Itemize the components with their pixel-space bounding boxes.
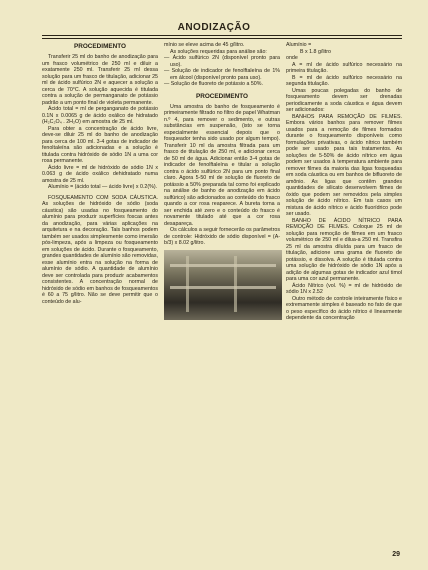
paragraph: mínio se eleve acima de 45 g/litro. xyxy=(164,42,245,48)
paragraph: Ácido Nítrico (vol. %) = ml de hidróxido de sódio 1N x 2.52 xyxy=(286,282,402,295)
photo-post xyxy=(186,256,189,312)
paragraph: Ácido total = ml de perganganato de potássio 0.1N x 0.0065 g de ácido oxálico de hidratado (H₂C₂O₄ . 2H₂O) em amostra de 25 ml. xyxy=(42,106,158,125)
paragraph: FOSQUEAMENTO COM SODA CÁUSTICA. As soluções de hidróxido de sódio (soda cáustica) são usadas no fosqueamento do alumínio para produzir superfícies foscas antes da anodização, para várias aplicações na arquitetura e na decoração. Tais banhos podem também ser usados simplesmente como imersão pós-limpeza, após a limpeza ou fosqueamento em soluções de ácido. Durante o fosqueamento, grandes quantidades de alumínio são removidas, esse alumínio entra na solução na forma de alumínio de sódio. A quantidade de alumínio deve ser controlada para produzir acabamentos consistentes. A concentração normal de hidróxido de sódio em banhos de fosqueamentos é 60 a 75 g/litro. Não se deve permitir que o conteúdo de alu- xyxy=(42,194,158,305)
section-title-procedimento-2: PROCEDIMENTO xyxy=(195,92,249,100)
column-1 xyxy=(42,42,158,305)
header-rule-bottom xyxy=(42,38,402,39)
paragraph: Os cálculos a seguir fornecerão os parâmetros de controle: Hidróxido de sódio disponível = (A- b/3) x 8.02 g/litro. xyxy=(164,227,280,246)
column-3 xyxy=(286,42,402,322)
list-item: — Solução de fluoreto de potássio a 50%. xyxy=(164,81,263,87)
header-rule-top xyxy=(42,35,402,36)
paragraph: Para obter a concentração de ácido livre, deve-se diluir 25 ml do banho de anodização para cerca de 100 ml. 3-4 gotas de indicador de fenoltaleína são adicionadas e a solução é titulada contra hidróxido de sódio 1N a uma cor rosa permanente. xyxy=(42,125,158,164)
paragraph: Transferir 25 ml do banho de anodização para um frasco volumétrico de 250 ml e diluir a exatamente 250 ml. Transferir 25 ml dessa solução para um frasco de titulação, adicionar 25 ml de ácido sulfúrico 2N e aquecer a solução a cerca de 70°C. A solução aquecida é titulada contra a solução de permanganato de potássio padrão a um ponto final de violeta permanente. xyxy=(42,54,158,106)
photo-post xyxy=(234,256,237,312)
paragraph: Outro método de controle inteiramente físico e extremamente simples é baseado no fato de que o peso específico do ácido nítrico é linearmente dependente da concentração xyxy=(286,295,402,321)
list-item: — Solução de indicador de fenolftaleína de 1% em álcool (disponível pronto para uso). xyxy=(164,68,280,81)
formula-line: B = ml de ácido sulfúrico necessário na segunda titulação. xyxy=(286,74,402,87)
paragraph: As soluções requeridas para análise são: xyxy=(170,48,267,55)
paragraph: Umas poucas polegadas do banho de fosqueamento devem ser drenadas periodicamente a soda cáustica e água devem ser adicionados: xyxy=(286,87,402,113)
paragraph: BANHOS PARA REMOÇÃO DE FILMES. Embora vários banhos para remover filmes usados para a remoção de filmes formados durante o fosqueamento disponíveis como formulações privativas, o ácido nítrico também pode ser usado para tais tratamentos. As soluções de 5-50% de ácido nítrico em água podem ser usados à temperatura ambiente para remover filmes da maioria das ligas fosqueadas em soda cáustica ou em banhos de bifluoreto de amônio. As ligas que contêm grandes quantidades de silicato desenvolvem filmes de óxido que podem ser removidos pela simples solução de ácido nítrico. Em tais casos um mistura de ácido nítrico e ácido fluorídrico pode ser usado. xyxy=(286,113,402,217)
section-title-procedimento-1: PROCEDIMENTO xyxy=(73,43,127,50)
page-number: 29 xyxy=(392,551,400,558)
formula-line: onde xyxy=(286,55,298,61)
list-item: — Ácido sulfúrico 2N (disponível pronto para uso). xyxy=(164,55,280,68)
paragraph: Alumínio = (ácido total — ácido livre) x 0.2(%). xyxy=(48,184,158,190)
paragraph: Ácido livre = ml de hidróxido de sódio 1N x 0.063 g de ácido oxálico dehidratado numa amostra de 25 ml. xyxy=(42,164,158,184)
formula-line: Alumínio = xyxy=(286,42,312,48)
page-title: ANODIZAÇÃO xyxy=(177,22,251,33)
formula-line: A = ml de ácido sulfúrico necessário na primeira titulação. xyxy=(286,61,402,74)
equipment-photo xyxy=(164,250,282,320)
paragraph: Uma amostra do banho de fosqueamento é primeiramente filtrado no filtro de papel Whatman n.º 4, para remover o sedimento, e outras substâncias em suspensão, (isto se torna especialmente essencial depois que o fosqueador tenha sido usado por algum tempo). Transferir 10 ml da amostra filtrada para um frasco de titulação de 250 ml, e adicionar cerca de 50 ml de água. Adicionar então 3-4 gotas de indicador de fenolftaleína e titular a solução contra o ácido sulfúrico 2N para um ponto final claro. Agora 5-50 ml de solução de fluoreto de potássio a 50% preparada tal como foi explicado na análise de banho de anodização em ácido sulfúrico) são adicionados ao conteúdo do frasco quando a cor rosa reaparece. A bureta torna a ser enchida até zero e o conteúdo do frasco é novamente titulado até que a cor rosa desapareça. xyxy=(164,103,280,227)
formula-line: B x 1.8 g/litro xyxy=(300,48,331,55)
paragraph: BANHO DE ÁCIDO NÍTRICO PARA REMOÇÃO DE FILMES. Coloque 25 ml de solução para remoção de filmes em um frasco volumétrico de 250 ml e dilua-a 250 ml. Transfira 25 ml da amostra diluída para um frasco de titulação, adicione uma grama de fluoreto de potássio, e dissolva. A solução é titulada contra uma solução de hidróxido de sódio 1N após a adição de algumas gotas de indicador azul timol para uma cor azul permanente. xyxy=(286,217,402,282)
column-2 xyxy=(164,42,280,320)
